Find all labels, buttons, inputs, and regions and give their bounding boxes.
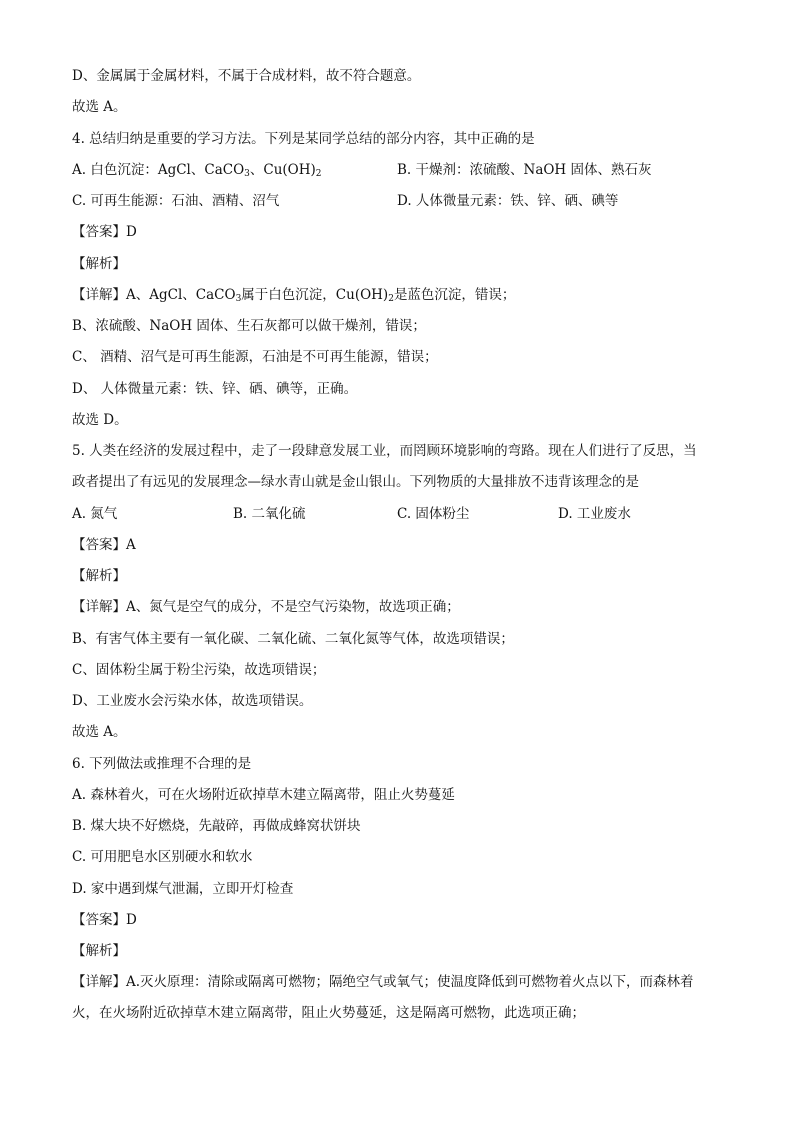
text-line: 故选 A。 [72,724,127,740]
detail-line: B、浓硫酸、NaOH 固体、生石灰都可以做干燥剂，错误； [72,318,426,334]
detail-line: C、 酒精、沼气是可再生能源，石油是不可再生能源，错误； [72,349,438,365]
detail-line: 【详解】A、AgCl、CaCO$_3$属于白色沉淀，$Cu(OH)_2$是蓝色沉淀，错误； [72,287,516,304]
q6-option-c: C. 可用肥皂水区别硬水和软水 [72,849,253,865]
detail-line: 【详解】A.灭火原理：清除或隔离可燃物；隔绝空气或氧气；使温度降低到可燃物着火点以下，而森林着 [72,974,694,990]
analysis-label: 【解析】 [72,256,126,272]
detail-line: 【详解】A、氮气是空气的成分，不是空气污染物，故选项正确； [72,599,460,615]
answer-label: 【答案】D [72,224,137,240]
q5-option-c: C. 固体粉尘 [397,506,470,522]
q6-option-a: A. 森林着火，可在火场附近砍掉草木建立隔离带，阻止火势蔓延 [72,787,455,803]
detail-line: C、固体粉尘属于粉尘污染，故选项错误； [72,662,326,678]
text-line: 故选 D。 [72,412,128,428]
question-5-stem: 5. 人类在经济的发展过程中，走了一段肆意发展工业，而罔顾环境影响的弯路。现在人们进行了反思，当 [72,443,697,459]
q4-option-c: C. 可再生能源：石油、酒精、沼气 [72,193,280,209]
answer-label: 【答案】A [72,537,136,553]
answer-label: 【答案】D [72,912,137,928]
q5-option-d: D. 工业废水 [558,506,631,522]
text-line: D、金属属于金属材料，不属于合成材料，故不符合题意。 [72,68,421,84]
q4-option-d: D. 人体微量元素：铁、锌、硒、碘等 [397,193,619,209]
q5-option-b: B. 二氧化硫 [233,506,306,522]
q6-option-d: D. 家中遇到煤气泄漏，立即开灯检查 [72,881,294,897]
detail-line: 火，在火场附近砍掉草木建立隔离带，阻止火势蔓延，这是隔离可燃物，此选项正确； [72,1005,585,1021]
detail-line: B、有害气体主要有一氧化碳、二氧化硫、二氧化氮等气体，故选项错误； [72,631,514,647]
detail-line: D、 人体微量元素：铁、锌、硒、碘等，正确。 [72,381,358,397]
question-6-stem: 6. 下列做法或推理不合理的是 [72,756,252,772]
q4-option-b: B. 干燥剂：浓硫酸、NaOH 固体、熟石灰 [397,162,652,178]
text-line: 故选 A。 [72,99,127,115]
q5-option-a: A. 氮气 [72,506,118,522]
q6-option-b: B. 煤大块不好燃烧，先敲碎，再做成蜂窝状饼块 [72,818,361,834]
analysis-label: 【解析】 [72,568,126,584]
question-4-stem: 4. 总结归纳是重要的学习方法。下列是某同学总结的部分内容，其中正确的是 [72,131,535,147]
analysis-label: 【解析】 [72,943,126,959]
question-5-stem-cont: 政者提出了有远见的发展理念—绿水青山就是金山银山。下列物质的大量排放不违背该理念的是 [72,474,639,490]
q4-option-a: A. 白色沉淀：AgCl、CaCO$_3$、$Cu(OH)_2$ [72,162,322,179]
detail-line: D、工业废水会污染水体，故选项错误。 [72,693,313,709]
